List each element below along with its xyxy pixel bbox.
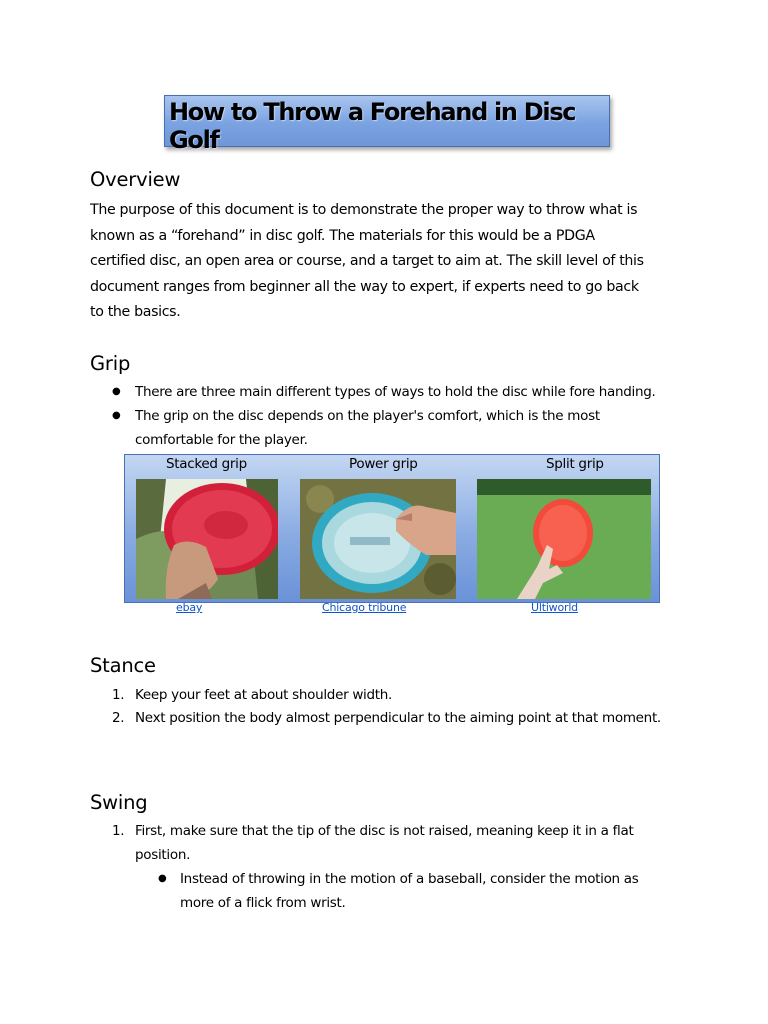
split-grip-photo xyxy=(477,479,651,599)
grip-photos-panel xyxy=(124,454,660,603)
swing-item-1-line-1: First, make sure that the tip of the disc is not raised, meaning keep it in a flat xyxy=(135,823,634,839)
stance-item-number: 1. xyxy=(112,687,125,703)
overview-heading: Overview xyxy=(90,168,181,191)
source-link-ultiworld[interactable]: Ultiworld xyxy=(531,601,578,614)
photo-caption-power: Power grip xyxy=(349,456,418,472)
bullet-marker: ● xyxy=(112,410,121,421)
stance-item-2: Next position the body almost perpendicular to the aiming point at that moment. xyxy=(135,710,661,726)
grip-bullet-2-line-2: comfortable for the player. xyxy=(135,432,308,448)
overview-line: known as a “forehand” in disc golf. The materials for this would be a PDGA xyxy=(90,227,595,244)
swing-heading: Swing xyxy=(90,791,148,814)
document-title-box xyxy=(164,95,610,154)
stance-item-1: Keep your feet at about shoulder width. xyxy=(135,687,393,703)
power-grip-photo xyxy=(300,479,456,599)
overview-line: to the basics. xyxy=(90,304,181,320)
overview-line: The purpose of this document is to demonstrate the proper way to throw what is xyxy=(90,202,638,218)
swing-sub-bullet-line-2: more of a flick from wrist. xyxy=(180,895,346,911)
swing-item-1-line-2: position. xyxy=(135,847,191,863)
source-link-chicago-tribune[interactable]: Chicago tribune xyxy=(322,601,407,614)
grip-heading: Grip xyxy=(90,352,131,375)
source-link-ebay[interactable]: ebay xyxy=(176,601,203,614)
stacked-grip-photo xyxy=(136,479,278,599)
stance-heading: Stance xyxy=(90,654,156,677)
bullet-marker: ● xyxy=(158,873,167,884)
grip-bullet-1: There are three main different types of ways to hold the disc while fore handing. xyxy=(135,384,656,400)
swing-sub-bullet-line-1: Instead of throwing in the motion of a baseball, consider the motion as xyxy=(180,871,639,887)
overview-paragraph xyxy=(90,198,682,326)
bullet-marker: ● xyxy=(112,386,121,397)
overview-line: document ranges from beginner all the way to expert, if experts need to go back xyxy=(90,278,639,295)
grip-bullet-2-line-1: The grip on the disc depends on the player's comfort, which is the most xyxy=(135,408,600,424)
swing-item-number: 1. xyxy=(112,823,125,839)
document-title: How to Throw a Forehand in Disc Golf xyxy=(169,98,576,154)
photo-caption-split: Split grip xyxy=(546,456,604,472)
stance-item-number: 2. xyxy=(112,710,125,726)
photo-caption-stacked: Stacked grip xyxy=(166,456,247,472)
overview-line: certified disc, an open area or course, and a target to aim at. The skill level of this xyxy=(90,253,644,269)
